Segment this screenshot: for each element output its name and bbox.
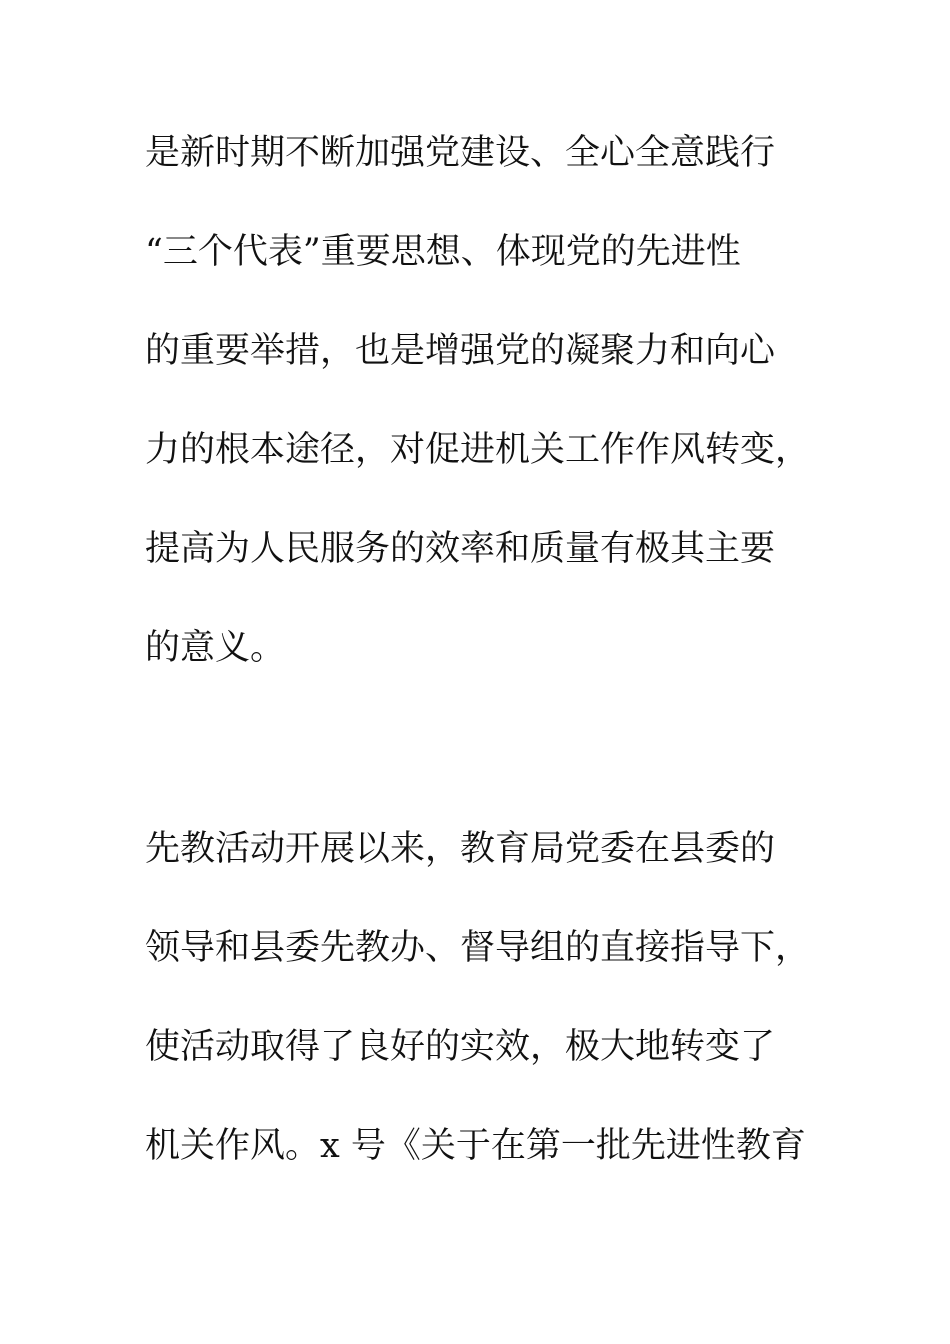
- text-line: 的意义。: [145, 628, 286, 668]
- paragraph-2: [145, 800, 825, 1196]
- text-line: 的重要举措，也是增强党的凝聚力和向心: [145, 331, 776, 371]
- text-line: 是新时期不断加强党建设、全心全意践行: [145, 133, 776, 173]
- text-line: 领导和县委先教办、督导组的直接指导下，: [145, 928, 811, 968]
- text-line: 先教活动开展以来，教育局党委在县委的: [145, 829, 776, 869]
- text-line: 力的根本途径，对促进机关工作作风转变，: [145, 430, 811, 470]
- text-line: 机关作风。x 号《关于在第一批先进性教育: [145, 1126, 806, 1166]
- text-line: 使活动取得了良好的实效，极大地转变了: [145, 1027, 776, 1067]
- paragraph-1: [145, 104, 825, 698]
- text-line: “三个代表”重要思想、体现党的先进性: [145, 232, 741, 272]
- text-line: 提高为人民服务的效率和质量有极其主要: [145, 529, 776, 569]
